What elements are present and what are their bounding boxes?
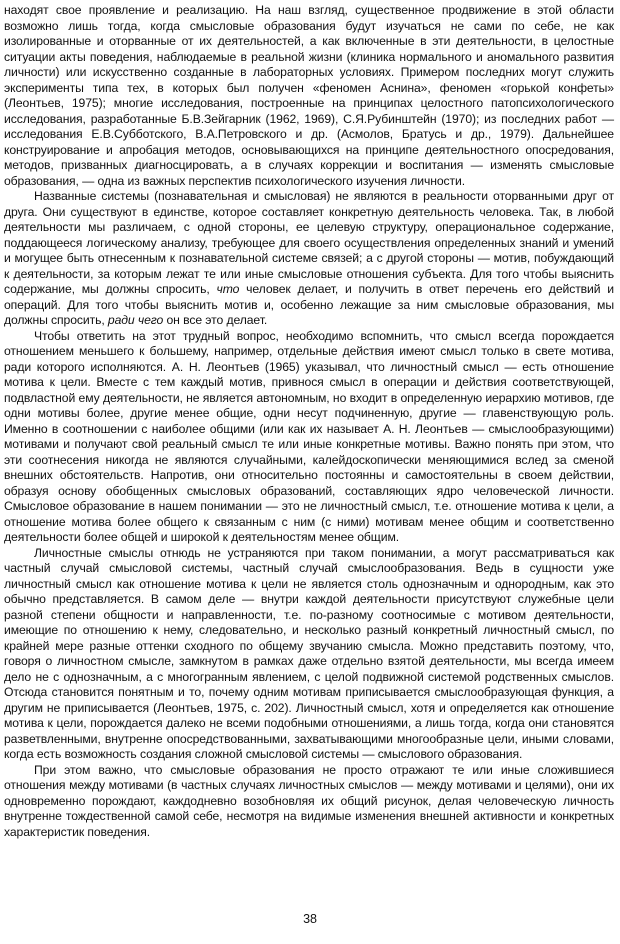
body-text — [4, 3, 614, 840]
paragraph — [4, 546, 614, 763]
text-segment: Личностные смыслы отнюдь не устраняются при таком понимании, а могут рассматриваться как частный случай смысловой системы, частный случай смыслообразования. Ведь в сущности уже личностный смысл как отношение мотива к цели не является столь однозначным и однородным, как это обычно представляется. В самом деле — внутри каждой деятельности присутствуют служебные цели разной степени общности и направленности, т.е. по-разному соотносимые с мотивом деятельности, имеющие по отношению к нему, следовательно, и несколько разный конкретный личностный смысл, по крайней мере разные оттенки сходного по общему звучанию смысла. Можно представить поэтому, что, говоря о личностном смысле, замкнутом в рамках даже отдельно взятой деятельности, мы всегда имеем дело не с однозначным, а с многогранным явлением, с целой подвижной системой родственных смыслов. Отсюда становится понятным и то, почему одним мотивам приписывается смыслообразующая функция, а другим не приписывается (Леонтьев, 1975, с. 202). Личностный смысл, хотя и определяется как отношение мотива к цели, порождается далеко не всеми подобными отношениями, а лишь тогда, когда они становятся разветвленными, внутренне опосредствованными, захватывающими многообразные цели, иными словами, когда есть возможность создания сложной смысловой системы — смыслового образования. — [4, 545, 614, 761]
text-segment: он все это делает. — [163, 313, 268, 327]
text-segment: Названные системы (познавательная и смысловая) не являются в реальности оторванными друг от друга. Они существуют в единстве, которое составляет конкретную деятельность человека. Так, в любой деятельности мы различаем, с одной стороны, ее целевую структуру, операциональное содержание, поддающееся логическому анализу, требующее для своего осуществления определенных знаний и умений и могущее быть отнесенным к познавательной системе связей; а с другой стороны — мотив, побуждающий к деятельности, за которым лежат те или иные смысловые отношения субъекта. Для того чтобы выяснить содержание, мы должны спросить, — [4, 189, 614, 296]
page-number: 38 — [303, 912, 317, 926]
paragraph — [4, 3, 614, 189]
italic-text: что — [216, 282, 240, 296]
paragraph — [4, 329, 614, 546]
paragraph — [4, 189, 614, 329]
text-segment: Чтобы ответить на этот трудный вопрос, необходимо вспомнить, что смысл всегда порождается отношением меньшего к большему, например, отдельные действия имеют смысл только в свете мотива, ради которого исполняются. А. Н. Леонтьев (1965) указывал, что личностный смысл — есть отношение мотива к цели. Вместе с тем каждый мотив, привнося смысл в операции и действия соответствующей, подвластной ему деятельности, не является автономным, но входит в определенную иерархию мотивов, где одни мотивы более, другие менее общие, одни несут подчиненную, другие — главенствующую роль. Именно в соотношении с наиболее общими (или как их называет А. Н. Леонтьев — смыслообразующими) мотивами и получают свой реальный смысл те или иные конкретные мотивы. Важно понять при этом, что эти соотнесения никогда не являются случайными, калейдоскопически меняющимися вслед за сменой внешних обстоятельств. Напротив, они относительно постоянны и самостоятельны в своем действии, образуя основу обобщенных смысловых образований, составляющих ядро человеческой личности. Смысловое образование в нашем понимании — это не личностный смысл, т.е. отношение мотива к цели, а отношение мотива более общего к связанным с ним (с ними) мотивам менее общим и соответственно деятельности более общей и широкой к деятельностям менее общим. — [4, 328, 614, 544]
text-segment: При этом важно, что смысловые образования не просто отражают те или иные сложившиеся отношения между мотивами (в частных случаях личностных смыслов — между мотивами и целями), они их одновременно порождают, каждодневно возобновляя их общий рисунок, делая человеческую личность внутренне тождественной самой себе, несмотря на видимые изменения внешней активности и конкретных характеристик поведения. — [4, 762, 614, 839]
text-segment: человек делает, и получить в ответ перечень его действий и операций. Для того чтобы выяснить мотив и, особенно лежащие за ним смысловые образования, мы должны спросить, — [4, 282, 614, 327]
paragraph — [4, 763, 614, 841]
text-segment: находят свое проявление и реализацию. На наш взгляд, существенное продвижение в этой области возможно лишь тогда, когда смысловые образования будут изучаться не сами по себе, не как изолированные и оторванные от их деятельностей, а как включенные в эти деятельности, в целостные ситуации акты поведения, наблюдаемые в реальной жизни (клиника нормального и аномального развития личности) или искусственно созданные в лабораторных условиях. Примером последних могут служить эксперименты типа тех, в которых был получен «феномен Аснина», феномен «горькой конфеты» (Леонтьев, 1975); многие исследования, построенные на принципах целостного патопсихологического исследования, разработанные Б.В.Зейгарник (1962, 1969), С.Я.Рубинштейн (1970); из последних работ — исследования Е.В.Субботского, В.А.Петровского и др. (Асмолов, Братусь и др., 1979). Дальнейшее конструирование и апробация методов, основывающихся на принципе деятельностного опосредования, методов, призванных диагносцировать, а в случаях коррекции и воспитания — изменять смысловые образования, — одна из важных перспектив психологического изучения личности. — [4, 3, 614, 188]
italic-text: ради чего — [107, 313, 164, 327]
